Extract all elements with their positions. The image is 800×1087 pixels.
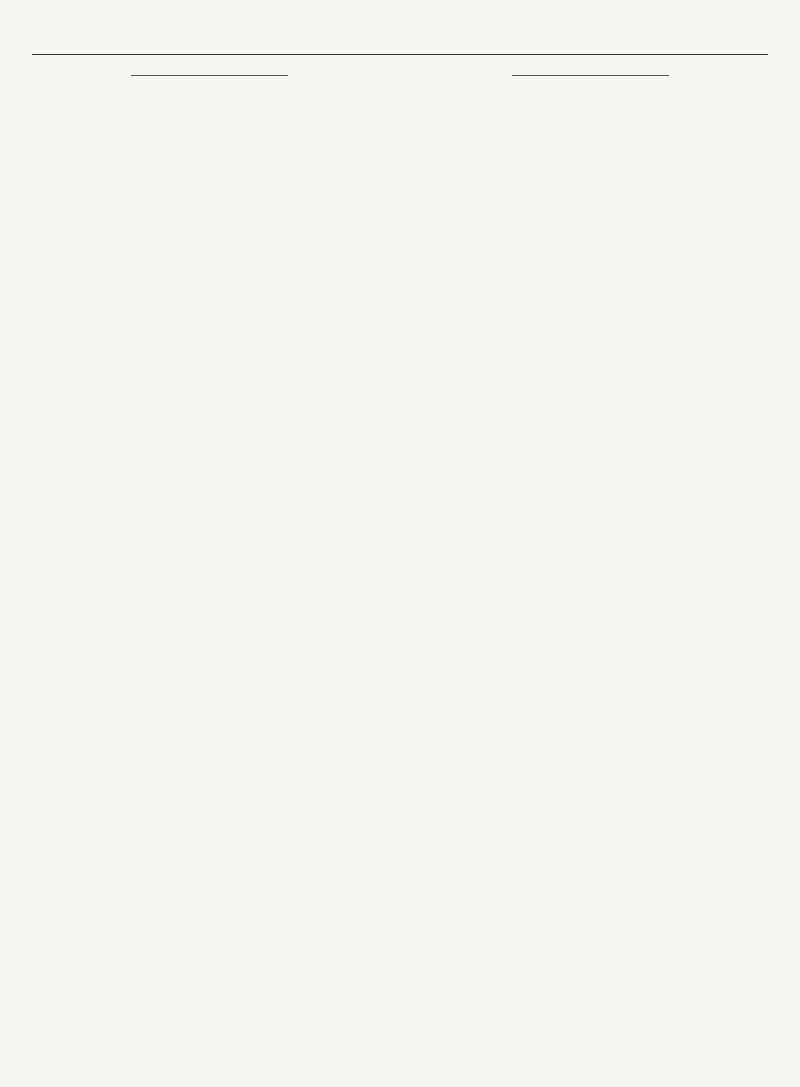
left-column: [32, 65, 387, 1070]
section-divider: [131, 75, 287, 76]
article-columns: [32, 65, 768, 1070]
right-column: [413, 65, 768, 1070]
section-divider: [512, 75, 668, 76]
page-header: [32, 22, 768, 55]
